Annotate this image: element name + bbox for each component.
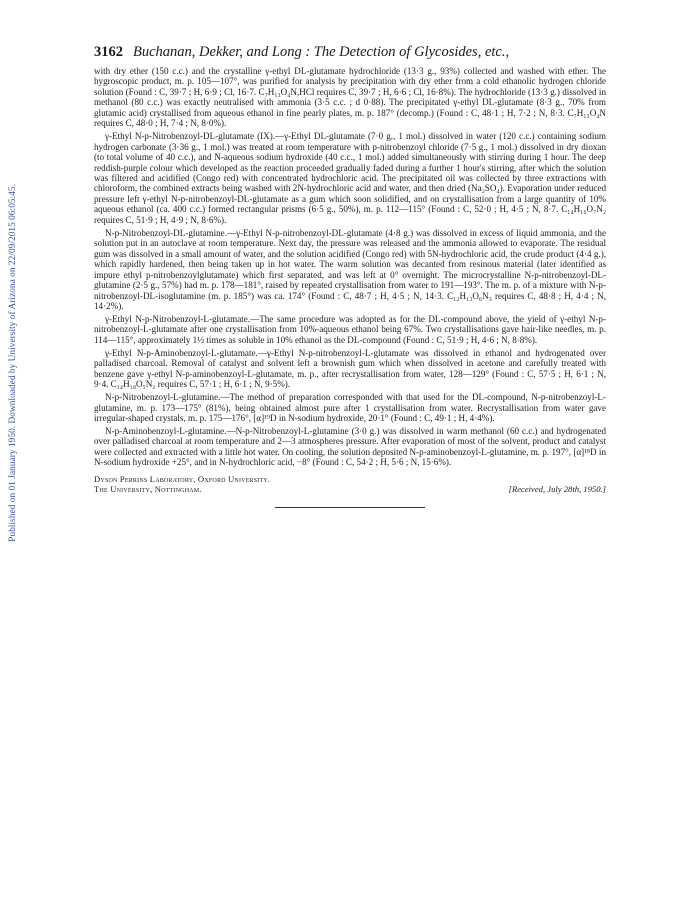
affiliations: [94, 474, 270, 494]
paragraph-continuation: with dry ether (150 c.c.) and the crystalline γ-ethyl DL-glutamate hydrochloride (13·3 g., 93%) collected and washed with ether. The hygroscopic product, m. p. 105—107°, was purified for analysis by precipitation with dry ether from a cold ethanolic hydrogen chloride solution (Found : C, 39·7 ; H, 6·9 ; Cl, 16·7. C₇H₁₃O₄N,HCl requires C, 39·7 ; H, 6·6 ; Cl, 16·8%). The hydrochloride (13·3 g.) dissolved in methanol (80 c.c.) was exactly neutralised with ammonia (3·5 c.c. ; d 0·88). The precipitated γ-ethyl DL-glutamate (8·3 g., 70% from glutamic acid) crystallised from aqueous ethanol in fine pearly plates, m. p. 187° (decomp.) (Found : C, 48·1 ; H, 7·2 ; N, 8·3. C₇H₁₃O₄N requires C, 48·0 ; H, 7·4 ; N, 8·0%).: [94, 66, 606, 129]
affiliation-line-1: Dyson Perrins Laboratory, Oxford University.: [94, 473, 271, 484]
page-header: [94, 44, 606, 61]
paragraph-ethyl-nitrobenzoyl-dl-glutamate: γ-Ethyl N-p-Nitrobenzoyl-DL-glutamate (IX).—γ-Ethyl DL-glutamate (7·0 g., 1 mol.) dissolved in water (120 c.c.) containing sodium hydrogen carbonate (3·36 g., 1 mol.) was treated at room temperature with p-nitrobenzoyl chloride (7·5 g., 1 mol.) dissolved in dry dioxan (to total volume of 40 c.c.), and N-aqueous sodium hydroxide (40 c.c., 1 mol.) added simultaneously with stirring during 1 hour. The deep reddish-purple colour which developed as the reaction proceeded gradually faded during a further 1 hour's stirring, after which the solution was filtered and acidified (Congo red) with concentrated hydrochloric acid. The precipitated oil was collected by three extractions with chloroform, the combined extracts being washed with 2N-hydrochloric acid and water, and then dried (Na₂SO₄). Evaporation under reduced pressure left γ-ethyl N-p-nitrobenzoyl-DL-glutamate as a gum which soon solidified, and on crystallisation from a large quantity of 10% aqueous ethanol (ca. 400 c.c.) formed rectangular prisms (6·5 g., 50%), m. p. 112—115° (Found : C, 52·0 ; H, 4·5 ; N, 8·7. C₁₄H₁₆O₇N₂ requires C, 51·9 ; H, 4·9 ; N, 8·6%).: [94, 131, 606, 225]
received-date: [Received, July 28th, 1950.]: [508, 483, 606, 494]
page-number: 3162: [94, 44, 123, 60]
download-notice-text: Published on 01 January 1950. Downloaded by University of Arizona on 22/09/2015 06:05:45.: [8, 184, 18, 542]
article-page: [94, 44, 606, 508]
running-head: Buchanan, Dekker, and Long : The Detection of Glycosides, etc.,: [133, 44, 510, 60]
paragraph-ethyl-nitrobenzoyl-l-glutamate: γ-Ethyl N-p-Nitrobenzoyl-L-glutamate.—The same procedure was adopted as for the DL-compound above, the yield of γ-ethyl N-p-nitrobenzoyl-L-glutamate after one crystallisation from 10%-aqueous ethanol being 67%. Two crystallisations gave hair-like needles, m. p. 114—115°, approximately 1½ times as soluble in 10% ethanol as the DL-compound (Found : C, 51·9 ; H, 4·6 ; N, 8·8%).: [94, 313, 606, 345]
end-rule: [275, 507, 425, 508]
paragraph-ethyl-aminobenzoyl-l-glutamate: γ-Ethyl N-p-Aminobenzoyl-L-glutamate.—γ-Ethyl N-p-nitrobenzoyl-L-glutamate was dissolved in ethanol and hydrogenated over palladised charcoal. Removal of catalyst and solvent left a brownish gum which when dissolved in acetone and carefully treated with benzene gave γ-ethyl N-p-aminobenzoyl-L-glutamate, m. p., after recrystallisation from water, 128—129° (Found : C, 57·5 ; H, 6·1 ; N, 9·4. C₁₄H₁₈O₅N₂ requires C, 57·1 ; H, 6·1 ; N, 9·5%).: [94, 347, 606, 390]
download-notice: [6, 150, 20, 576]
paragraph-nitrobenzoyl-l-glutamine: N-p-Nitrobenzoyl-L-glutamine.—The method of preparation corresponded with that used for the DL-compound, N-p-nitrobenzoyl-L-glutamine, m. p. 173—175° (81%), being obtained almost pure after 1 crystallisation from water. Recrystallisation from water gave irregular-shaped crystals, m. p. 175—176°, [α]¹⁹D in N-sodium hydroxide, 20·1° (Found : C, 49·1 ; H, 4·4%).: [94, 392, 606, 423]
affiliation-line-2: The University, Nottingham.: [94, 483, 202, 494]
paragraph-nitrobenzoyl-dl-glutamine: N-p-Nitrobenzoyl-DL-glutamine.—γ-Ethyl N-p-nitrobenzoyl-DL-glutamate (4·8 g.) was dissolved in excess of liquid ammonia, and the solution put in an autoclave at room temperature. Next day, the pressure was released and the ammonia allowed to evaporate. The residual gum was dissolved in a small amount of water, and the solution acidified (Congo red) with 5N-hydrochloric acid, the crude product (4·4 g.), which rapidly hardened, then being taken up in hot water. The warm solution was decanted from resinous material (later identified as impure ethyl p-nitrobenzoylglutamate) which first separated, and was left at 0° overnight. The microcrystalline N-p-nitrobenzoyl-DL-glutamine (2·5 g., 57%) had m. p. 178—181°, raised by repeated crystallisation from water to 191—193°. The m. p. of a mixture with N-p-nitrobenzoyl-DL-isoglutamine (m. p. 185°) was ca. 174° (Found : C, 48·7 ; H, 4·5 ; N, 14·3. C₁₂H₁₃O₆N₃ requires C, 48·8 ; H, 4·4 ; N, 14·2%).: [94, 227, 606, 311]
paragraph-aminobenzoyl-l-glutamine: N-p-Aminobenzoyl-L-glutamine.—N-p-Nitrobenzoyl-L-glutamine (3·0 g.) was dissolved in warm methanol (60 c.c.) and hydrogenated over palladised charcoal at room temperature and 2—3 atmospheres pressure. After evaporation of most of the solvent, product and catalyst were collected and extracted with a little hot water. On cooling, the solution deposited N-p-aminobenzoyl-L-glutamine, m. p. 197°, [α]¹⁸D in N-sodium hydroxide +25°, and in N-hydrochloric acid, −8° (Found : C, 54·2 ; H, 5·6 ; N, 15·6%).: [94, 425, 606, 468]
affiliation-footer: [94, 474, 606, 494]
